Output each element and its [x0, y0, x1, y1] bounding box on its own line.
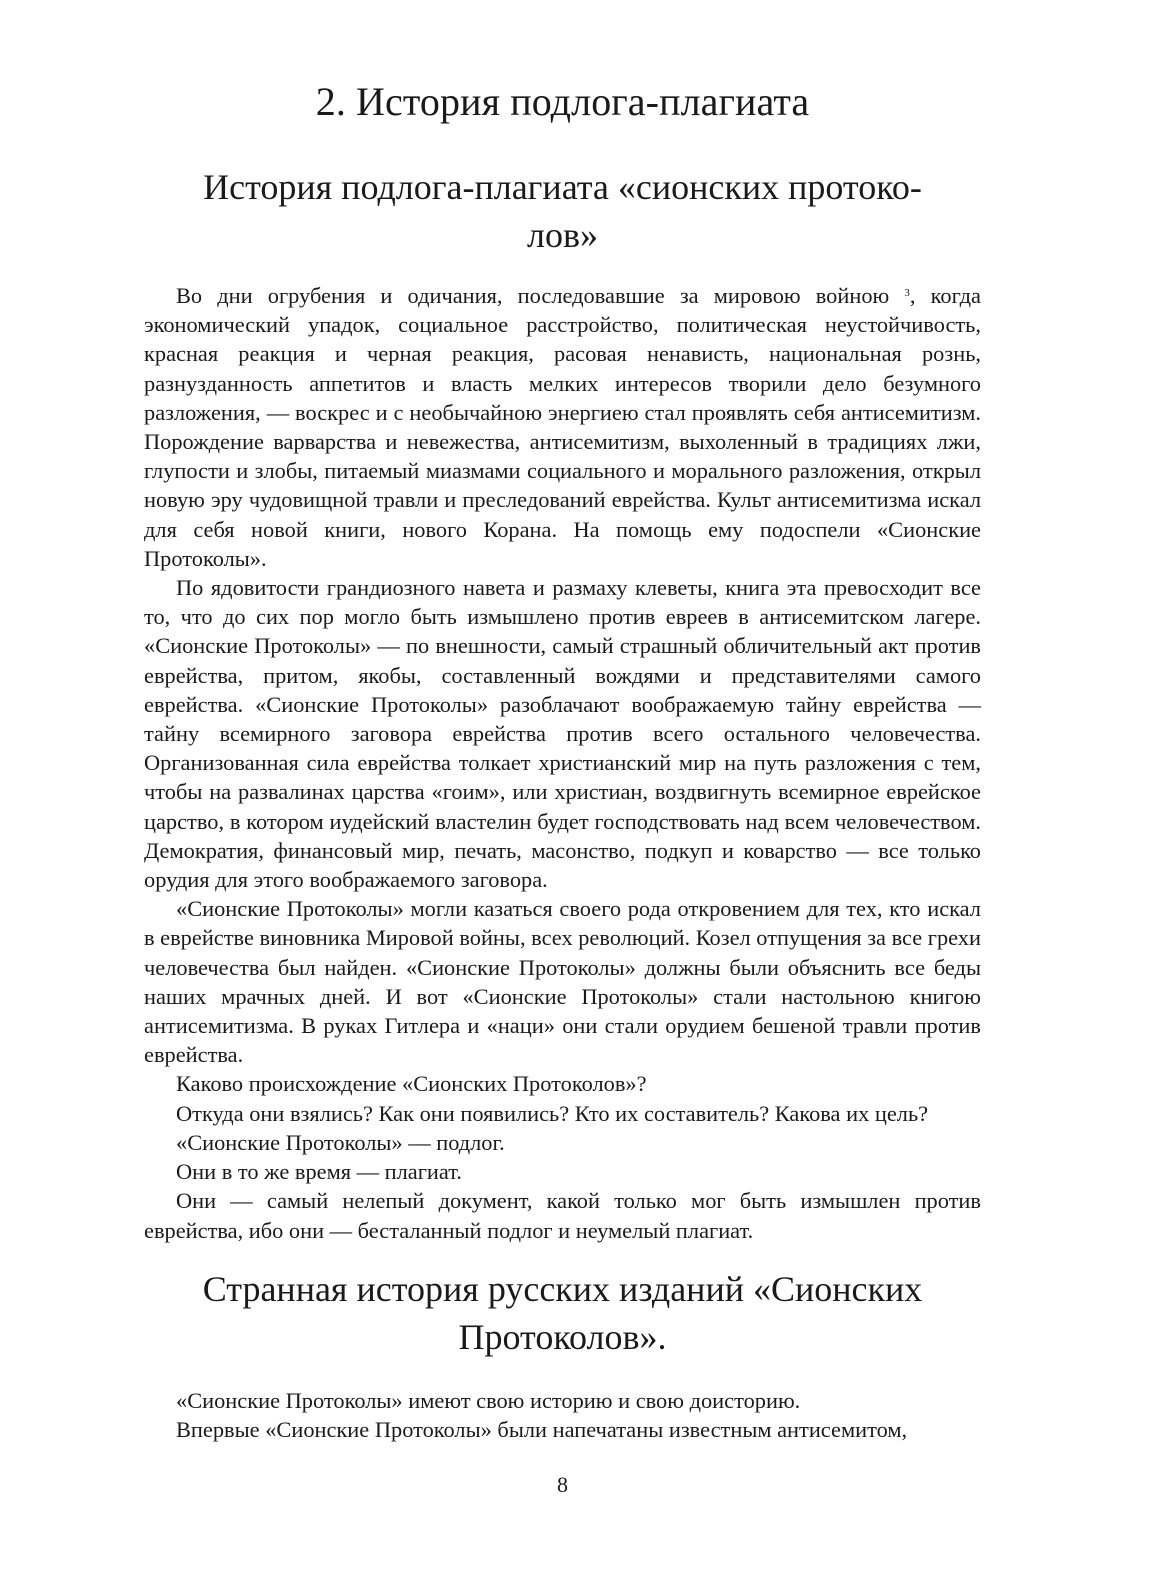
paragraph-text: , когда экономический упадок, социальное расстройство, политическая неустойчивость, красная реакция и черная реакция, расовая ненависть, национальная рознь, разнузданность аппетитов и власть мелких интересов творили дело безумного разложения, — воскрес и с необычайною энергиею стал проявлять себя антисемитизм. Порождение варварства и невежества, антисемитизм, выхоленный в традициях лжи, глупости и злобы, питаемый миазмами социального и морального разложения, открыл новую эру чудовищной травли и преследований еврейства. Культ антисемитизма искал для себя новой книги, нового Корана. На помощь ему подоспели «Сионские Протоколы».: [144, 283, 981, 571]
section-title-line: История подлога-плагиата «сионских протоко-: [203, 167, 922, 207]
section-title-line: лов»: [527, 215, 598, 255]
paragraph: По ядовитости грандиозного навета и размаху клеветы, книга эта превосходит все то, что до сих пор могло быть измышлено против евреев в антисемитском лагере. «Сионские Протоколы» — по внешности, самый страшный обличительный акт против еврейства, притом, якобы, составленный вождями и представителями самого еврейства. «Сионские Протоколы» разоблачают воображаемую тайну еврейства — тайну всемирного заговора еврейства против всего остального человечества. Организованная сила еврейства толкает христианский мир на путь разложения с тем, чтобы на развалинах царства «гоим», или христиан, воздвигнуть всемирное еврейское царство, в котором иудейский властелин будет господствовать над всем человечеством. Демократия, финансовый мир, печать, масонство, подкуп и коварство — все только орудия для этого воображаемого заговора.: [144, 575, 981, 893]
section-body-history: [144, 281, 981, 1245]
paragraph: Каково происхождение «Сионских Протоколов»?: [176, 1071, 647, 1097]
section-title-history: [144, 163, 981, 259]
paragraph: Они — самый нелепый документ, какой только мог быть измышлен против еврейства, ибо они — бесталанный подлог и неумелый плагиат.: [144, 1188, 981, 1243]
chapter-title: 2. История подлога-плагиата: [315, 79, 810, 124]
paragraph: «Сионские Протоколы» — подлог.: [176, 1129, 505, 1155]
paragraph: «Сионские Протоколы» могли казаться своего рода откровением для тех, кто искал в еврействе виновника Мировой войны, всех революций. Козел отпущения за все грехи человечества был найден. «Сионские Протоколы» должны были объяснить все беды наших мрачных дней. И вот «Сионские Протоколы» стали настольною книгою антисемитизма. В руках Гитлера и «наци» они стали орудием бешеной травли против еврейства.: [144, 896, 981, 1068]
paragraph: Впервые «Сионские Протоколы» были напечатаны известным антисемитом,: [176, 1417, 908, 1443]
paragraph: Они в то же время — плагиат.: [176, 1159, 462, 1185]
section-title-line: Странная история русских изданий «Сионских: [202, 1269, 923, 1309]
paragraph: «Сионские Протоколы» имеют свою историю и свою доисторию.: [176, 1388, 801, 1413]
section-title-russian-editions: [144, 1265, 981, 1361]
section-body-russian-editions: [144, 1386, 981, 1444]
paragraph: [144, 281, 981, 573]
page-number: 8: [557, 1472, 568, 1497]
paragraph: Откуда они взялись? Как они появились? Кто их составитель? Какова их цель?: [176, 1100, 929, 1126]
footnote-ref[interactable]: 3: [904, 287, 910, 299]
section-title-line: Протоколов».: [458, 1317, 667, 1357]
paragraph-text: Во дни огрубения и одичания, последовавшие за мировою войною: [176, 283, 905, 308]
